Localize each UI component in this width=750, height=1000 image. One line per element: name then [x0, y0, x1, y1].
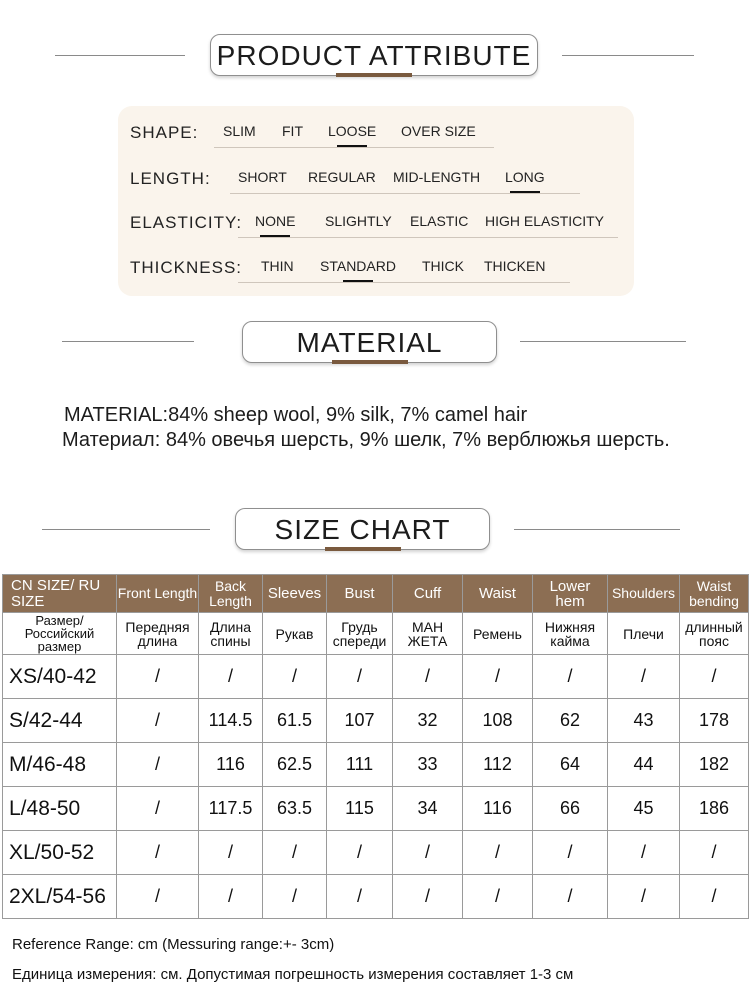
table-row: [3, 787, 749, 831]
divider-line: [520, 341, 686, 342]
size-cell: XL/50-52: [3, 831, 117, 875]
attribute-option: MID-LENGTH: [393, 169, 481, 185]
attribute-option: SHORT: [238, 169, 287, 185]
material-text-en: MATERIAL:84% sheep wool, 9% silk, 7% camel hair: [64, 404, 528, 426]
size-cell: M/46-48: [3, 743, 117, 787]
table-cell: /: [680, 655, 749, 699]
table-cell: /: [533, 875, 608, 919]
table-cell: 45: [608, 787, 680, 831]
header-cell: Sleeves: [263, 575, 327, 613]
table-cell: 33: [393, 743, 463, 787]
table-cell: /: [117, 787, 199, 831]
attribute-option: SLIM: [223, 123, 256, 139]
header-cell-ru: длинный пояс: [680, 613, 749, 655]
attribute-option: THIN: [261, 258, 294, 274]
attribute-rule: [230, 193, 580, 194]
header-cell-ru: МАН ЖЕТА: [393, 613, 463, 655]
attribute-option: ELASTIC: [410, 213, 469, 229]
product-attribute-title: PRODUCT ATTRIBUTE: [216, 40, 532, 71]
reference-note-en: Reference Range: cm (Messuring range:+- 3cm): [12, 936, 335, 953]
header-cell: Cuff: [393, 575, 463, 613]
table-cell: 111: [327, 743, 393, 787]
table-cell: 186: [680, 787, 749, 831]
divider-line: [62, 341, 194, 342]
table-cell: /: [463, 831, 533, 875]
table-cell: 63.5: [263, 787, 327, 831]
table-cell: /: [327, 875, 393, 919]
table-cell: /: [533, 655, 608, 699]
table-row: [3, 875, 749, 919]
size-cell: L/48-50: [3, 787, 117, 831]
table-cell: 182: [680, 743, 749, 787]
attribute-option: THICK: [422, 258, 464, 274]
table-cell: /: [327, 655, 393, 699]
attribute-option-selected: NONE: [255, 213, 296, 229]
size-chart-heading: [235, 508, 490, 550]
table-cell: 114.5: [199, 699, 263, 743]
attribute-option: THICKEN: [484, 258, 546, 274]
table-cell: 62: [533, 699, 608, 743]
table-cell: /: [199, 875, 263, 919]
header-cell: Front Length: [117, 575, 199, 613]
header-cell: Waist bending: [680, 575, 749, 613]
header-cell-ru: Ремень: [463, 613, 533, 655]
size-table: [2, 574, 749, 919]
header-cell-ru: Передняя длина: [117, 613, 199, 655]
attribute-option: SLIGHTLY: [325, 213, 392, 229]
table-cell: /: [327, 831, 393, 875]
table-cell: 34: [393, 787, 463, 831]
attribute-option-selected: LONG: [505, 169, 545, 185]
table-cell: 115: [327, 787, 393, 831]
table-cell: /: [608, 655, 680, 699]
header-cell: Lower hem: [533, 575, 608, 613]
table-cell: 61.5: [263, 699, 327, 743]
header-cell: Shoulders: [608, 575, 680, 613]
attribute-panel: [118, 106, 634, 296]
attribute-option: REGULAR: [308, 169, 376, 185]
size-chart-title: SIZE CHART: [274, 514, 451, 545]
title-underline: [325, 547, 401, 551]
table-cell: /: [393, 875, 463, 919]
table-cell: /: [199, 831, 263, 875]
material-text-ru: Материал: 84% овечья шерсть, 9% шелк, 7% верблюжья шерсть.: [62, 429, 670, 451]
header-cell-ru: Размер/ Российский размер: [3, 613, 117, 655]
divider-line: [42, 529, 210, 530]
product-attribute-heading: [210, 34, 538, 76]
header-cell-ru: Грудь спереди: [327, 613, 393, 655]
material-title: MATERIAL: [296, 327, 443, 358]
attribute-rule: [238, 237, 618, 238]
attribute-row-length: [118, 166, 634, 196]
table-cell: /: [680, 831, 749, 875]
table-cell: /: [117, 875, 199, 919]
material-heading: [242, 321, 497, 363]
header-cell: CN SIZE/ RU SIZE: [3, 575, 117, 613]
attribute-option-selected: STANDARD: [320, 258, 396, 274]
table-cell: 107: [327, 699, 393, 743]
size-cell: S/42-44: [3, 699, 117, 743]
header-cell: Back Length: [199, 575, 263, 613]
table-cell: /: [263, 831, 327, 875]
attribute-label: THICKNESS:: [130, 258, 243, 277]
header-cell-ru: Длина спины: [199, 613, 263, 655]
table-cell: 116: [463, 787, 533, 831]
size-cell: XS/40-42: [3, 655, 117, 699]
attribute-row-shape: [118, 120, 634, 150]
table-cell: 43: [608, 699, 680, 743]
table-cell: 108: [463, 699, 533, 743]
reference-note-ru: Единица измерения: см. Допустимая погрешность измерения составляет 1-3 см: [12, 966, 574, 983]
attribute-row-thickness: [118, 255, 634, 285]
table-cell: /: [117, 831, 199, 875]
table-header-en: [3, 575, 749, 613]
table-cell: 178: [680, 699, 749, 743]
table-cell: /: [263, 655, 327, 699]
attribute-label: LENGTH:: [130, 169, 211, 188]
header-cell-ru: Плечи: [608, 613, 680, 655]
attribute-option: HIGH ELASTICITY: [485, 213, 605, 229]
table-row: [3, 655, 749, 699]
table-cell: /: [117, 699, 199, 743]
attribute-option: OVER SIZE: [401, 123, 476, 139]
table-cell: /: [463, 875, 533, 919]
size-cell: 2XL/54-56: [3, 875, 117, 919]
title-underline: [332, 360, 408, 364]
table-cell: 112: [463, 743, 533, 787]
table-cell: /: [117, 743, 199, 787]
title-underline: [336, 73, 412, 77]
header-cell: Bust: [327, 575, 393, 613]
table-cell: /: [199, 655, 263, 699]
table-cell: 116: [199, 743, 263, 787]
attribute-row-elasticity: [118, 210, 634, 240]
divider-line: [55, 55, 185, 56]
table-cell: /: [680, 875, 749, 919]
attribute-option-selected: LOOSE: [328, 123, 377, 139]
header-cell: Waist: [463, 575, 533, 613]
table-row: [3, 699, 749, 743]
table-cell: 32: [393, 699, 463, 743]
table-cell: /: [117, 655, 199, 699]
divider-line: [514, 529, 680, 530]
attribute-rule: [214, 147, 494, 148]
table-cell: 44: [608, 743, 680, 787]
table-row: [3, 743, 749, 787]
table-cell: /: [533, 831, 608, 875]
attribute-label: SHAPE:: [130, 123, 199, 142]
table-row: [3, 831, 749, 875]
attribute-rule: [238, 282, 570, 283]
table-cell: /: [608, 831, 680, 875]
table-header-ru: [3, 613, 749, 655]
table-cell: /: [393, 831, 463, 875]
table-cell: 117.5: [199, 787, 263, 831]
attribute-label: ELASTICITY:: [130, 213, 243, 232]
table-cell: /: [463, 655, 533, 699]
divider-line: [562, 55, 694, 56]
table-cell: /: [263, 875, 327, 919]
table-cell: /: [393, 655, 463, 699]
table-cell: /: [608, 875, 680, 919]
header-cell-ru: Рукав: [263, 613, 327, 655]
attribute-option: FIT: [282, 123, 303, 139]
table-cell: 62.5: [263, 743, 327, 787]
table-cell: 66: [533, 787, 608, 831]
table-cell: 64: [533, 743, 608, 787]
header-cell-ru: Нижняя кайма: [533, 613, 608, 655]
